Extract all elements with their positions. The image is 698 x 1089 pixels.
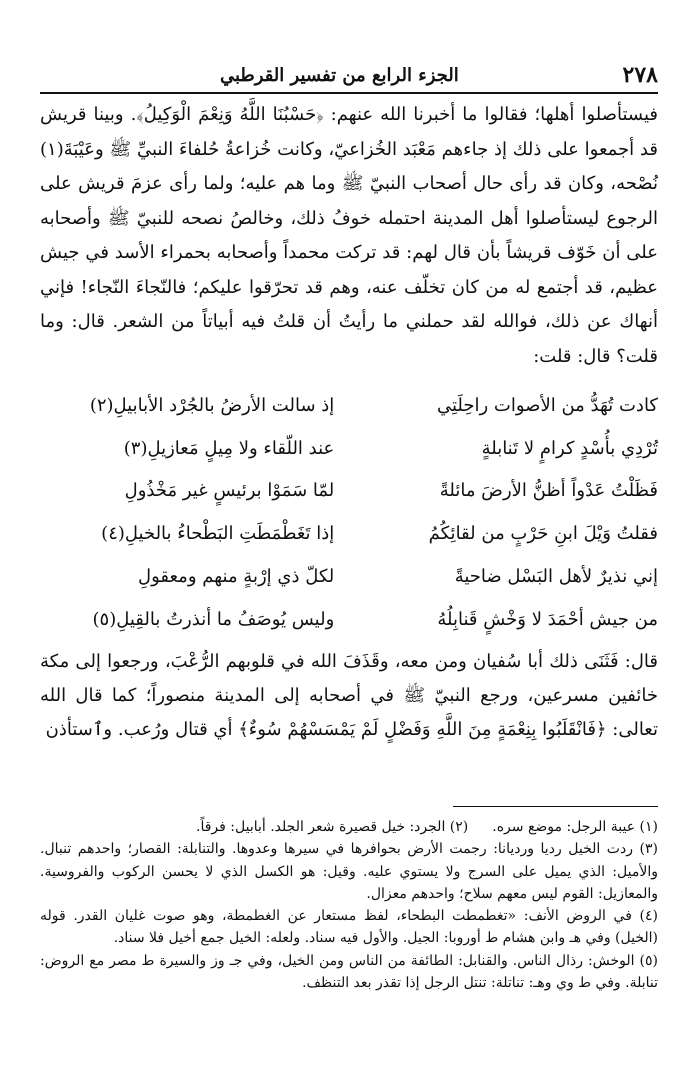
poem-verse bbox=[40, 512, 658, 555]
page-header bbox=[40, 60, 658, 90]
poem-verse bbox=[40, 470, 658, 513]
footnotes bbox=[40, 816, 658, 994]
poem-verse bbox=[40, 427, 658, 470]
poem-verse bbox=[40, 598, 658, 641]
verse-first-hemistich: فقلتُ وَيْلَ ابنِ حَرْبٍ من لقائِكُمُ bbox=[428, 523, 658, 545]
poem bbox=[40, 384, 658, 641]
footnote-1: (١) عيبة الرجل: موضع سره. bbox=[492, 819, 658, 835]
verse-first-hemistich: كادت تُهَدُّ من الأصوات راحِلَتِي bbox=[436, 394, 658, 416]
poem-verse bbox=[40, 555, 658, 598]
verse-first-hemistich: إني نذيرٌ لأهل البَسْل ضاحيةً bbox=[454, 566, 658, 588]
verse-second-hemistich: لكلّ ذي إرْبةٍ منهم ومعقولِ bbox=[138, 566, 335, 588]
footnote-5: (٥) الوخش: رذال الناس. والقنابل: الطائفة من الناس ومن الخيل، وفي جـ وز والسيرة ط مصر مع الروض: تنابلة. وفي ط وي وهـ: تناتلة: تنتل الرجل إذا تقذر بعد التنظف. bbox=[40, 952, 658, 992]
paragraph: قال: فَثَنَى ذلك أبا سُفيان ومن معه، وقَذَفَ الله في قلوبهم الرُّعْبَ، ورجعوا إلى مكة خائفين مسرعين، ورجع النبيّ ﷺ في أصحابه إلى المدينة منصوراً؛ كما قال الله تعالى: ﴿فَانْقَلَبُوا بِنِعْمَةٍ مِنَ اللَّهِ وَفَضْلٍ لَمْ يَمْسَسْهُمْ سُوءٌ﴾ أي قتال ورُعب. وٱستأذن bbox=[40, 651, 658, 740]
main-text bbox=[40, 98, 658, 374]
verse-second-hemistich: إذ سالت الأرضُ بالجُرْد الأبابيلِ(٢) bbox=[89, 394, 335, 416]
footnote-4: (٤) في الروض الأنف: «تغطمطت البطحاء، لفظ مستعار عن الغطمطة، وهو صوت غليان القدر. قوله (الخيل) وفي هـ وابن هشام ط أوروبا: الجيل. والأول فيه سناد. ولعله: الخيل جمع أخيل فلا سناد. bbox=[40, 908, 658, 947]
verse-first-hemistich: فَظَلْتُ عَدْواً أظنُّ الأرضَ مائلةً bbox=[439, 480, 658, 502]
verse-first-hemistich: تُرْدِي بأُسْدٍ كرامٍ لا تَنابلةٍ bbox=[481, 437, 658, 459]
running-title: الجزء الرابع من تفسير القرطبي bbox=[220, 64, 459, 86]
footnote-rule bbox=[453, 806, 658, 807]
poem-verse bbox=[40, 384, 658, 427]
footnote-2: (٢) الجرد: خيل قصيرة شعر الجلد. أبابيل: فرقاً. bbox=[196, 819, 469, 835]
footnote-spacer bbox=[468, 816, 492, 838]
main-text-continued bbox=[40, 645, 658, 747]
footnote-3: (٣) ردت الخيل رديا ورديانا: رجمت الأرض بحوافرها في سيرها وعدوها. والتنابلة: القصار؛ واحدهم تنبال. والأميل: الذي يميل على السرج ولا يستوي عليه. وقيل: هو الكسل الذي لا يحسن الركوب والفروسية. والمعازيل: القوم ليس معهم سلاح؛ واحدهم معزال. bbox=[40, 841, 658, 902]
paragraph: فيستأصلوا أهلها؛ فقالوا ما أخبرنا الله عنهم: ﴿حَسْبُنَا اللَّهُ وَنِعْمَ الْوَكِيلُ﴾. وبينا قريش قد أجمعوا على ذلك إذ جاءهم مَعْبَد الخُزاعيّ، وكانت خُزاعةُ حُلفاءَ النبيِّ ﷺ وعَيْبَةَ(١) نُصْحه، وكان قد رأى حال أصحاب النبيّ ﷺ وما هم عليه؛ ولما رأى عزمَ قريش على الرجوع ليستأصلوا أهل المدينة احتمله خوفُ ذلك، وخالصُ نصحه للنبيّ ﷺ وأصحابه على أن خَوّف قريشاً بأن قال لهم: قد تركت محمداً وأصحابه بحمراء الأسد في جيش عظيم، قد أجتمع له من كان تخلّف عنه، وهم قد تحرّقوا عليكم؛ فالنّجاءَ النّجاء! فإني أنهاك عن ذلك، فوالله لقد حملني ما رأيتُ أن قلتُ فيه أبياتاً من الشعر. قال: وما قلت؟ قال: قلت: bbox=[40, 104, 658, 367]
page-number: ٢٧٨ bbox=[622, 62, 658, 88]
footnote-row bbox=[40, 816, 658, 838]
verse-first-hemistich: من جيش أحْمَدَ لا وَخْشٍ قَنابِلُهُ bbox=[437, 608, 658, 630]
verse-second-hemistich: عند اللّقاء ولا مِيلٍ مَعازيلِ(٣) bbox=[123, 437, 335, 459]
verse-second-hemistich: إذا تَغَطْمَطَتِ البَطْحاءُ بالخيلِ(٤) bbox=[101, 523, 335, 545]
verse-second-hemistich: وليس يُوصَفُ ما أنذرتُ بالقِيلِ(٥) bbox=[92, 608, 335, 630]
header-rule bbox=[40, 92, 658, 94]
verse-second-hemistich: لمّا سَمَوْا برئيسٍ غير مَخْذُولِ bbox=[124, 480, 335, 502]
